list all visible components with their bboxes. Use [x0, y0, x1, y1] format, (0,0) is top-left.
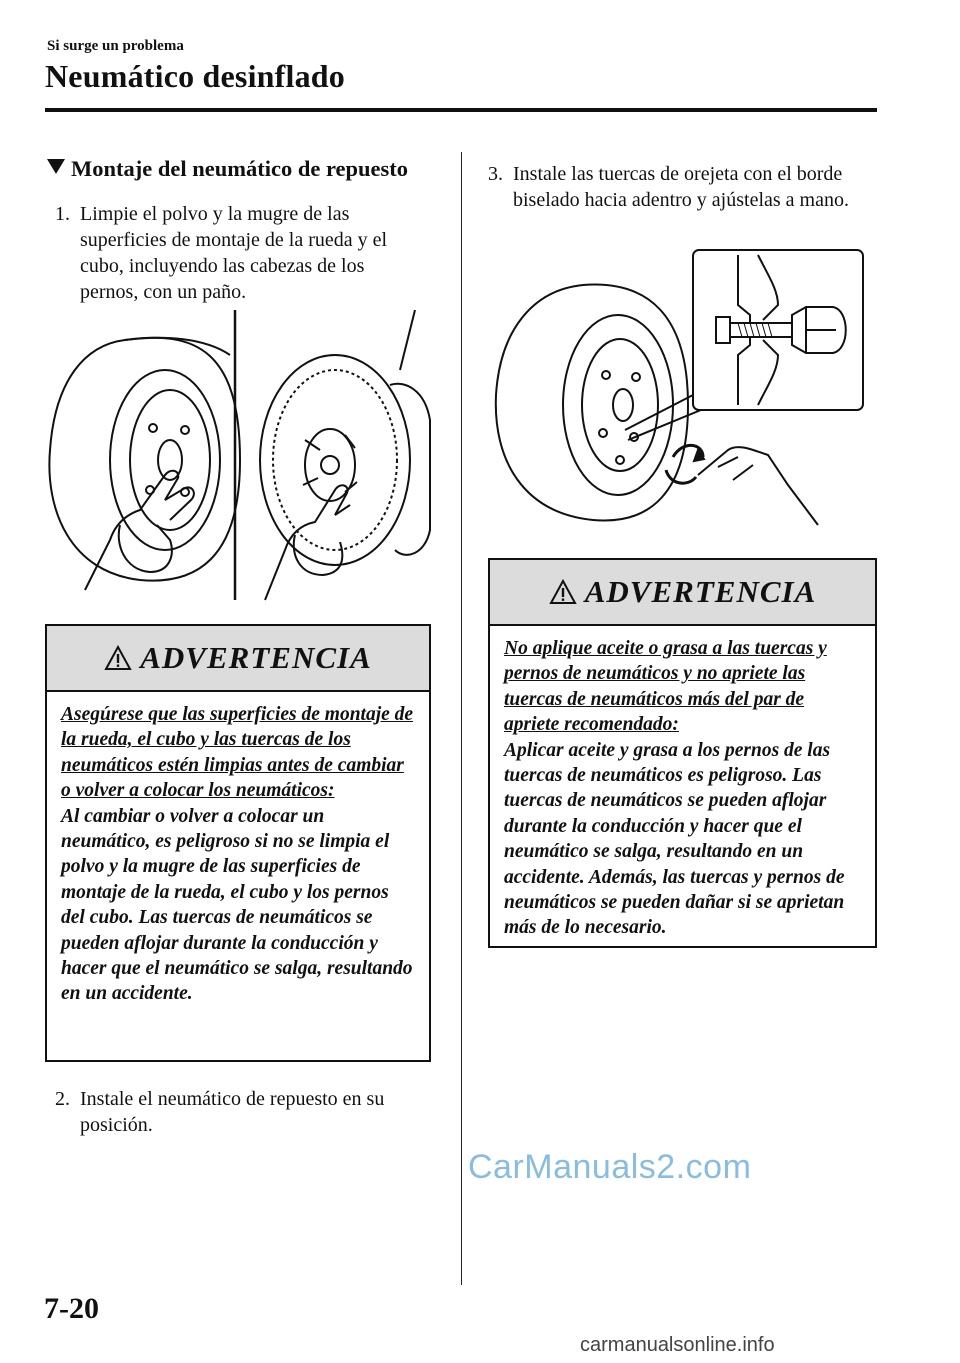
step-text: Instale las tuercas de orejeta con el borde biselado hacia adentro y ajústelas a mano.	[513, 163, 849, 211]
warning-box-1	[45, 624, 431, 1062]
warning-triangle-icon	[549, 579, 577, 605]
section-label: Si surge un problema	[47, 38, 184, 54]
cleaning-wheel-hub-illustration	[45, 310, 435, 605]
step-number: 3.	[488, 163, 503, 185]
warning-body	[47, 692, 429, 1019]
column-divider	[461, 152, 462, 1285]
carmanuals-watermark: CarManuals2.com	[468, 1148, 752, 1186]
lug-nut-installation-illustration	[488, 245, 873, 540]
warning-lead: Asegúrese que las superficies de montaje de la rueda, el cubo y las tuercas de los neumáticos estén limpias antes de cambiar o volver a colocar los neumáticos:	[61, 704, 414, 802]
warning-text: Al cambiar o volver a colocar un neumático, es peligroso si no se limpia el polvo y la mugre de las superficies de montaje de la rueda, el cubo y los pernos del cubo. Las tuercas de neumáticos se pueden aflojar durante la conducción y hacer que el neumático se salga, resultando en un accidente.	[61, 805, 413, 1005]
step-1	[55, 201, 415, 305]
site-watermark: carmanualsonline.info	[580, 1334, 775, 1356]
step-text: Instale el neumático de repuesto en su posición.	[80, 1088, 385, 1136]
warning-header	[490, 560, 875, 626]
warning-lead: No aplique aceite o grasa a las tuercas y pernos de neumáticos y no apriete las tuercas de neumáticos más del par de apriete recomendado:	[504, 638, 827, 736]
warning-title: ADVERTENCIA	[140, 640, 372, 675]
step-text: Limpie el polvo y la mugre de las superficies de montaje de la rueda y el cubo, incluyendo las cabezas de los pernos, con un paño.	[80, 203, 388, 303]
warning-text: Aplicar aceite y grasa a los pernos de las tuercas de neumáticos es peligroso. Las tuercas de neumáticos se pueden aflojar durante la conducción y hacer que el neumático se salga, resultando en un accidente. Además, las tuercas y pernos de neumáticos se pueden dañar si se aprietan más de lo necesario.	[504, 739, 845, 939]
warning-body	[490, 626, 875, 953]
step-number: 1.	[55, 203, 70, 225]
triangle-bullet-icon	[47, 159, 65, 174]
warning-triangle-icon	[104, 645, 132, 671]
page-number: 7-20	[44, 1292, 99, 1325]
step-number: 2.	[55, 1088, 70, 1110]
section-heading-text: Montaje del neumático de repuesto	[71, 156, 409, 181]
step-2	[55, 1086, 425, 1138]
section-heading	[47, 156, 408, 182]
step-3	[488, 161, 883, 213]
header-rule	[45, 108, 877, 112]
warning-box-2	[488, 558, 877, 948]
page-title: Neumático desinflado	[45, 58, 345, 94]
warning-header	[47, 626, 429, 692]
warning-title: ADVERTENCIA	[584, 574, 817, 609]
